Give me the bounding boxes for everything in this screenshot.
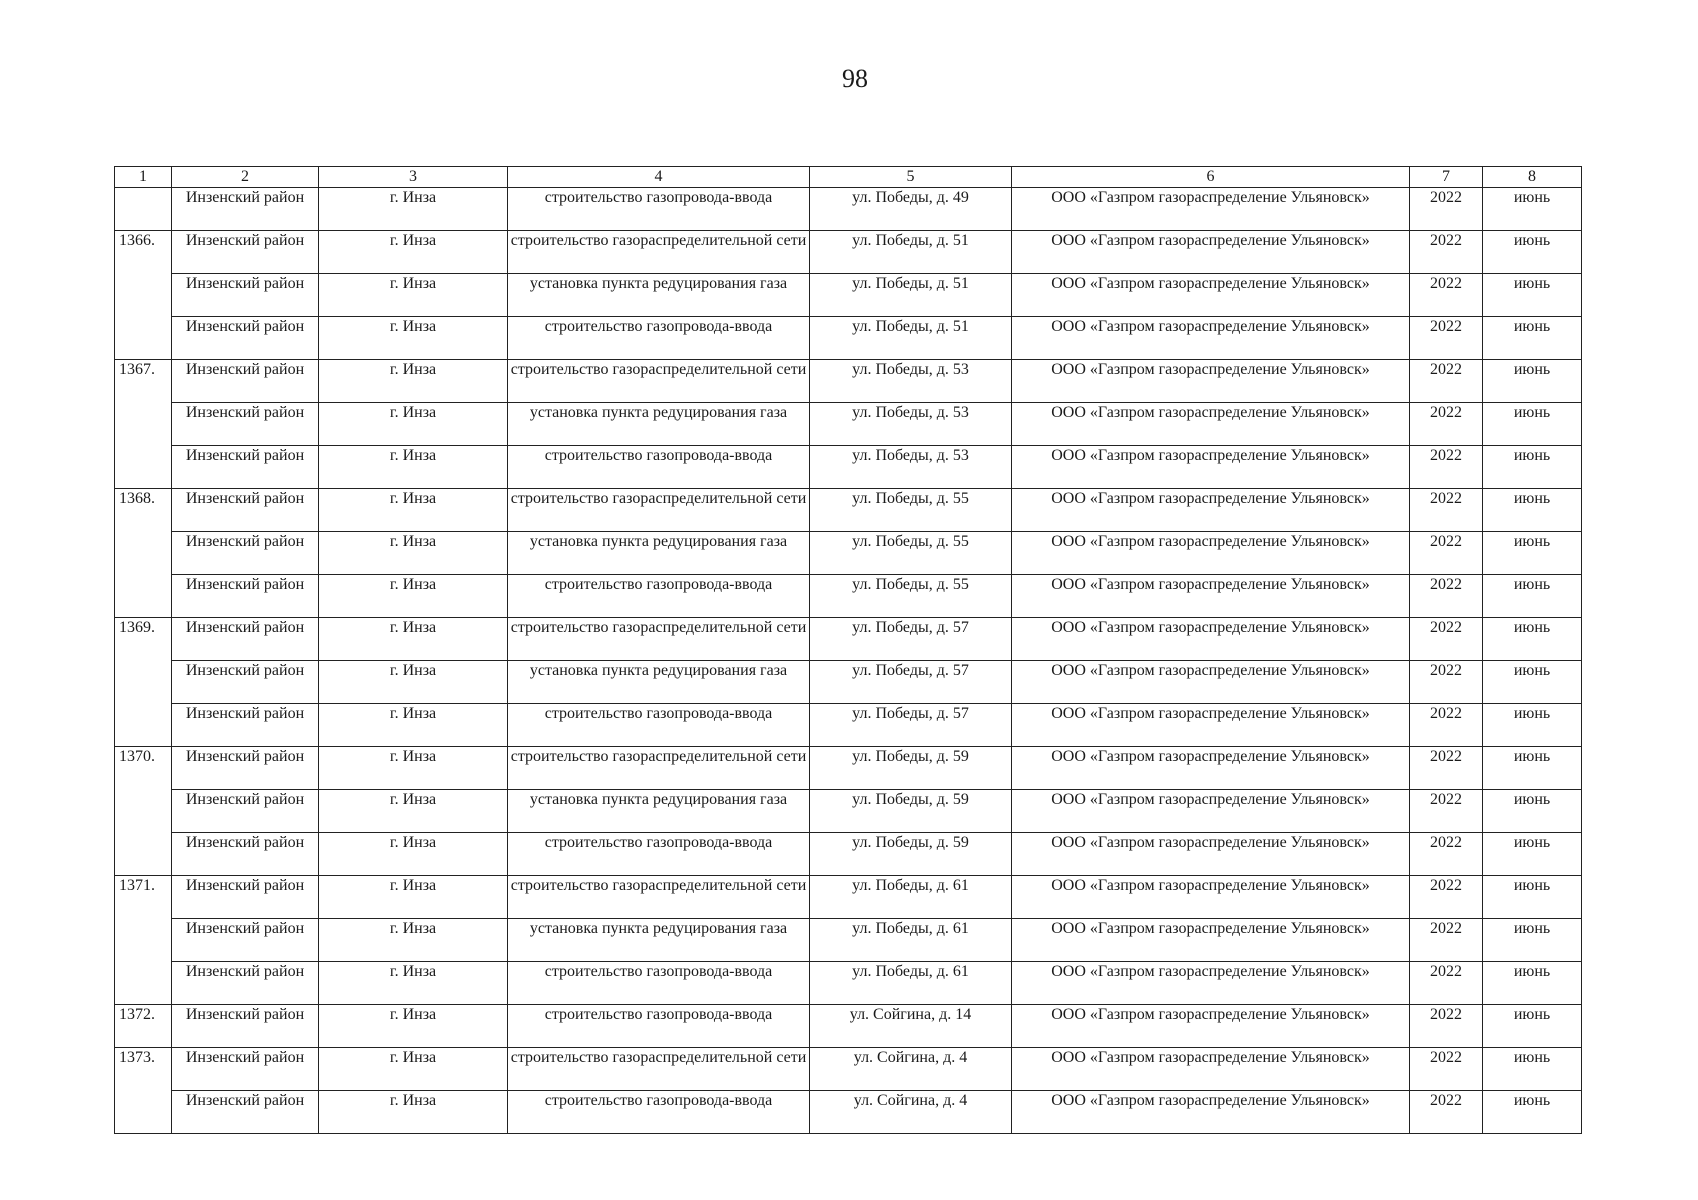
month-cell: июнь [1483, 360, 1582, 403]
organization-cell: ООО «Газпром газораспределение Ульяновск» [1012, 489, 1410, 532]
organization-cell: ООО «Газпром газораспределение Ульяновск» [1012, 704, 1410, 747]
city-cell: г. Инза [319, 876, 508, 919]
month-cell: июнь [1483, 876, 1582, 919]
work-type-cell: установка пункта редуцирования газа [508, 274, 810, 317]
year-cell: 2022 [1410, 919, 1483, 962]
table-row [115, 833, 1582, 876]
table-row [115, 532, 1582, 575]
address-cell: ул. Победы, д. 53 [810, 360, 1012, 403]
district-cell: Инзенский район [172, 1005, 319, 1048]
work-type-cell: строительство газопровода-ввода [508, 317, 810, 360]
work-type-cell: строительство газопровода-ввода [508, 446, 810, 489]
month-cell: июнь [1483, 962, 1582, 1005]
month-cell: июнь [1483, 575, 1582, 618]
district-cell: Инзенский район [172, 360, 319, 403]
city-cell: г. Инза [319, 446, 508, 489]
address-cell: ул. Сойгина, д. 4 [810, 1091, 1012, 1134]
district-cell: Инзенский район [172, 747, 319, 790]
work-type-cell: строительство газораспределительной сети [508, 1048, 810, 1091]
district-cell: Инзенский район [172, 876, 319, 919]
table-row [115, 1005, 1582, 1048]
address-cell: ул. Победы, д. 61 [810, 962, 1012, 1005]
column-header: 3 [319, 167, 508, 188]
organization-cell: ООО «Газпром газораспределение Ульяновск» [1012, 532, 1410, 575]
header-row [115, 167, 1582, 188]
district-cell: Инзенский район [172, 489, 319, 532]
row-number-cell: 1371. [115, 876, 172, 1005]
city-cell: г. Инза [319, 747, 508, 790]
address-cell: ул. Победы, д. 55 [810, 575, 1012, 618]
table-row [115, 790, 1582, 833]
page-number: 98 [842, 64, 868, 93]
city-cell: г. Инза [319, 919, 508, 962]
table-row [115, 919, 1582, 962]
table-row [115, 962, 1582, 1005]
row-number-cell: 1373. [115, 1048, 172, 1134]
year-cell: 2022 [1410, 360, 1483, 403]
month-cell: июнь [1483, 403, 1582, 446]
organization-cell: ООО «Газпром газораспределение Ульяновск» [1012, 1091, 1410, 1134]
organization-cell: ООО «Газпром газораспределение Ульяновск» [1012, 1005, 1410, 1048]
address-cell: ул. Победы, д. 55 [810, 489, 1012, 532]
year-cell: 2022 [1410, 962, 1483, 1005]
address-cell: ул. Победы, д. 51 [810, 231, 1012, 274]
column-header: 1 [115, 167, 172, 188]
work-type-cell: строительство газораспределительной сети [508, 618, 810, 661]
address-cell: ул. Победы, д. 59 [810, 790, 1012, 833]
district-cell: Инзенский район [172, 919, 319, 962]
work-type-cell: строительство газораспределительной сети [508, 231, 810, 274]
address-cell: ул. Победы, д. 51 [810, 317, 1012, 360]
work-type-cell: строительство газораспределительной сети [508, 876, 810, 919]
address-cell: ул. Победы, д. 57 [810, 661, 1012, 704]
work-type-cell: строительство газопровода-ввода [508, 1091, 810, 1134]
organization-cell: ООО «Газпром газораспределение Ульяновск» [1012, 919, 1410, 962]
district-cell: Инзенский район [172, 661, 319, 704]
month-cell: июнь [1483, 446, 1582, 489]
district-cell: Инзенский район [172, 532, 319, 575]
column-header: 6 [1012, 167, 1410, 188]
column-header: 5 [810, 167, 1012, 188]
column-header: 4 [508, 167, 810, 188]
work-type-cell: строительство газораспределительной сети [508, 489, 810, 532]
address-cell: ул. Победы, д. 57 [810, 704, 1012, 747]
table-row [115, 1048, 1582, 1091]
year-cell: 2022 [1410, 317, 1483, 360]
district-cell: Инзенский район [172, 1091, 319, 1134]
work-type-cell: строительство газопровода-ввода [508, 575, 810, 618]
address-cell: ул. Победы, д. 55 [810, 532, 1012, 575]
year-cell: 2022 [1410, 704, 1483, 747]
city-cell: г. Инза [319, 833, 508, 876]
table-row [115, 876, 1582, 919]
work-type-cell: строительство газопровода-ввода [508, 962, 810, 1005]
address-cell: ул. Победы, д. 49 [810, 188, 1012, 231]
table-row [115, 446, 1582, 489]
city-cell: г. Инза [319, 1048, 508, 1091]
work-type-cell: строительство газопровода-ввода [508, 704, 810, 747]
month-cell: июнь [1483, 919, 1582, 962]
row-number-cell: 1370. [115, 747, 172, 876]
city-cell: г. Инза [319, 532, 508, 575]
table-row [115, 403, 1582, 446]
work-type-cell: установка пункта редуцирования газа [508, 661, 810, 704]
year-cell: 2022 [1410, 661, 1483, 704]
city-cell: г. Инза [319, 618, 508, 661]
organization-cell: ООО «Газпром газораспределение Ульяновск» [1012, 360, 1410, 403]
row-number-cell: 1372. [115, 1005, 172, 1048]
address-cell: ул. Победы, д. 59 [810, 747, 1012, 790]
month-cell: июнь [1483, 1091, 1582, 1134]
organization-cell: ООО «Газпром газораспределение Ульяновск» [1012, 317, 1410, 360]
district-cell: Инзенский район [172, 833, 319, 876]
column-header: 8 [1483, 167, 1582, 188]
column-header: 7 [1410, 167, 1483, 188]
district-cell: Инзенский район [172, 1048, 319, 1091]
address-cell: ул. Победы, д. 61 [810, 919, 1012, 962]
district-cell: Инзенский район [172, 317, 319, 360]
address-cell: ул. Победы, д. 51 [810, 274, 1012, 317]
year-cell: 2022 [1410, 274, 1483, 317]
address-cell: ул. Победы, д. 61 [810, 876, 1012, 919]
address-cell: ул. Победы, д. 59 [810, 833, 1012, 876]
district-cell: Инзенский район [172, 274, 319, 317]
organization-cell: ООО «Газпром газораспределение Ульяновск» [1012, 1048, 1410, 1091]
organization-cell: ООО «Газпром газораспределение Ульяновск» [1012, 833, 1410, 876]
city-cell: г. Инза [319, 790, 508, 833]
table-row [115, 274, 1582, 317]
table-row [115, 489, 1582, 532]
city-cell: г. Инза [319, 1091, 508, 1134]
work-type-cell: установка пункта редуцирования газа [508, 532, 810, 575]
city-cell: г. Инза [319, 274, 508, 317]
district-cell: Инзенский район [172, 790, 319, 833]
city-cell: г. Инза [319, 188, 508, 231]
month-cell: июнь [1483, 833, 1582, 876]
month-cell: июнь [1483, 661, 1582, 704]
year-cell: 2022 [1410, 1048, 1483, 1091]
year-cell: 2022 [1410, 231, 1483, 274]
table-row [115, 661, 1582, 704]
year-cell: 2022 [1410, 833, 1483, 876]
year-cell: 2022 [1410, 403, 1483, 446]
data-table [114, 166, 1582, 1134]
organization-cell: ООО «Газпром газораспределение Ульяновск» [1012, 231, 1410, 274]
table-row [115, 1091, 1582, 1134]
organization-cell: ООО «Газпром газораспределение Ульяновск» [1012, 661, 1410, 704]
table-body [115, 188, 1582, 1134]
city-cell: г. Инза [319, 661, 508, 704]
year-cell: 2022 [1410, 618, 1483, 661]
column-header: 2 [172, 167, 319, 188]
year-cell: 2022 [1410, 489, 1483, 532]
year-cell: 2022 [1410, 790, 1483, 833]
organization-cell: ООО «Газпром газораспределение Ульяновск» [1012, 962, 1410, 1005]
table-row [115, 231, 1582, 274]
month-cell: июнь [1483, 1048, 1582, 1091]
city-cell: г. Инза [319, 1005, 508, 1048]
address-cell: ул. Сойгина, д. 4 [810, 1048, 1012, 1091]
city-cell: г. Инза [319, 403, 508, 446]
organization-cell: ООО «Газпром газораспределение Ульяновск» [1012, 618, 1410, 661]
table-row [115, 618, 1582, 661]
city-cell: г. Инза [319, 360, 508, 403]
work-type-cell: строительство газораспределительной сети [508, 360, 810, 403]
row-number-cell: 1367. [115, 360, 172, 489]
organization-cell: ООО «Газпром газораспределение Ульяновск» [1012, 446, 1410, 489]
district-cell: Инзенский район [172, 962, 319, 1005]
organization-cell: ООО «Газпром газораспределение Ульяновск» [1012, 575, 1410, 618]
year-cell: 2022 [1410, 1091, 1483, 1134]
table-row [115, 360, 1582, 403]
work-type-cell: строительство газопровода-ввода [508, 833, 810, 876]
row-number-cell: 1369. [115, 618, 172, 747]
month-cell: июнь [1483, 1005, 1582, 1048]
city-cell: г. Инза [319, 317, 508, 360]
year-cell: 2022 [1410, 575, 1483, 618]
table-row [115, 317, 1582, 360]
address-cell: ул. Победы, д. 53 [810, 403, 1012, 446]
month-cell: июнь [1483, 704, 1582, 747]
district-cell: Инзенский район [172, 618, 319, 661]
month-cell: июнь [1483, 188, 1582, 231]
row-number-cell: 1366. [115, 231, 172, 360]
year-cell: 2022 [1410, 532, 1483, 575]
month-cell: июнь [1483, 618, 1582, 661]
month-cell: июнь [1483, 747, 1582, 790]
month-cell: июнь [1483, 790, 1582, 833]
district-cell: Инзенский район [172, 704, 319, 747]
organization-cell: ООО «Газпром газораспределение Ульяновск» [1012, 403, 1410, 446]
work-type-cell: строительство газораспределительной сети [508, 747, 810, 790]
district-cell: Инзенский район [172, 403, 319, 446]
organization-cell: ООО «Газпром газораспределение Ульяновск» [1012, 876, 1410, 919]
row-number-cell [115, 188, 172, 231]
row-number-cell: 1368. [115, 489, 172, 618]
work-type-cell: установка пункта редуцирования газа [508, 403, 810, 446]
organization-cell: ООО «Газпром газораспределение Ульяновск» [1012, 747, 1410, 790]
work-type-cell: строительство газопровода-ввода [508, 188, 810, 231]
year-cell: 2022 [1410, 1005, 1483, 1048]
table-row [115, 575, 1582, 618]
year-cell: 2022 [1410, 747, 1483, 790]
table-row [115, 704, 1582, 747]
year-cell: 2022 [1410, 446, 1483, 489]
year-cell: 2022 [1410, 188, 1483, 231]
address-cell: ул. Победы, д. 57 [810, 618, 1012, 661]
work-type-cell: установка пункта редуцирования газа [508, 790, 810, 833]
city-cell: г. Инза [319, 231, 508, 274]
month-cell: июнь [1483, 317, 1582, 360]
organization-cell: ООО «Газпром газораспределение Ульяновск» [1012, 188, 1410, 231]
organization-cell: ООО «Газпром газораспределение Ульяновск» [1012, 274, 1410, 317]
table-row [115, 747, 1582, 790]
work-type-cell: установка пункта редуцирования газа [508, 919, 810, 962]
district-cell: Инзенский район [172, 231, 319, 274]
city-cell: г. Инза [319, 575, 508, 618]
district-cell: Инзенский район [172, 575, 319, 618]
organization-cell: ООО «Газпром газораспределение Ульяновск» [1012, 790, 1410, 833]
table-row [115, 188, 1582, 231]
month-cell: июнь [1483, 532, 1582, 575]
month-cell: июнь [1483, 489, 1582, 532]
work-type-cell: строительство газопровода-ввода [508, 1005, 810, 1048]
year-cell: 2022 [1410, 876, 1483, 919]
city-cell: г. Инза [319, 704, 508, 747]
city-cell: г. Инза [319, 489, 508, 532]
month-cell: июнь [1483, 274, 1582, 317]
address-cell: ул. Сойгина, д. 14 [810, 1005, 1012, 1048]
month-cell: июнь [1483, 231, 1582, 274]
district-cell: Инзенский район [172, 188, 319, 231]
district-cell: Инзенский район [172, 446, 319, 489]
city-cell: г. Инза [319, 962, 508, 1005]
address-cell: ул. Победы, д. 53 [810, 446, 1012, 489]
